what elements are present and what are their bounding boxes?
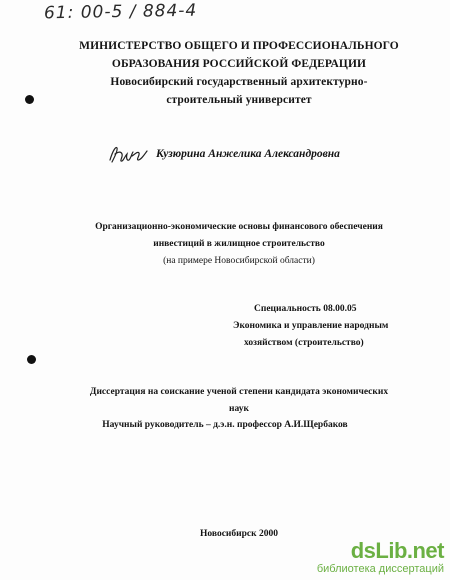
watermark bbox=[316, 538, 444, 576]
dissertation-degree-line-1: Диссертация на соискание ученой степени кандидата экономических bbox=[89, 387, 389, 397]
binder-hole bbox=[27, 355, 36, 364]
ministry-line-1: МИНИСТЕРСТВО ОБЩЕГО И ПРОФЕССИОНАЛЬНОГО bbox=[79, 40, 399, 52]
author-name: Кузюрина Анжелика Александровна bbox=[156, 148, 340, 160]
university-line-2: строительный университет bbox=[166, 94, 312, 106]
thesis-title-line-1: Организационно-экономические основы финансового обеспечения bbox=[95, 222, 383, 232]
scientific-advisor: Научный руководитель – д.э.н. профессор А.И.Щербаков bbox=[102, 420, 348, 430]
thesis-title-line-2: инвестиций в жилищное строительство bbox=[153, 239, 325, 249]
specialty-name-line-1: Экономика и управление народным bbox=[233, 321, 389, 331]
dissertation-degree-line-2: наук bbox=[229, 404, 249, 414]
author-row bbox=[108, 142, 340, 166]
signature-icon bbox=[108, 142, 150, 166]
specialty-code: Специальность 08.00.05 bbox=[254, 304, 357, 314]
university-line-1: Новосибирский государственный архитектурно- bbox=[110, 76, 368, 88]
archive-number: 61: 00-5 / 884-4 bbox=[43, 0, 198, 24]
city-year: Новосибирск 2000 bbox=[200, 529, 278, 539]
thesis-subtitle: (на примере Новосибирской области) bbox=[163, 256, 315, 266]
ministry-line-2: ОБРАЗОВАНИЯ РОССИЙСКОЙ ФЕДЕРАЦИИ bbox=[111, 58, 367, 70]
specialty-name-line-2: хозяйством (строительство) bbox=[244, 338, 364, 348]
watermark-logo: dsLib.net bbox=[350, 538, 444, 563]
watermark-caption: библиотека диссертаций bbox=[316, 563, 444, 575]
